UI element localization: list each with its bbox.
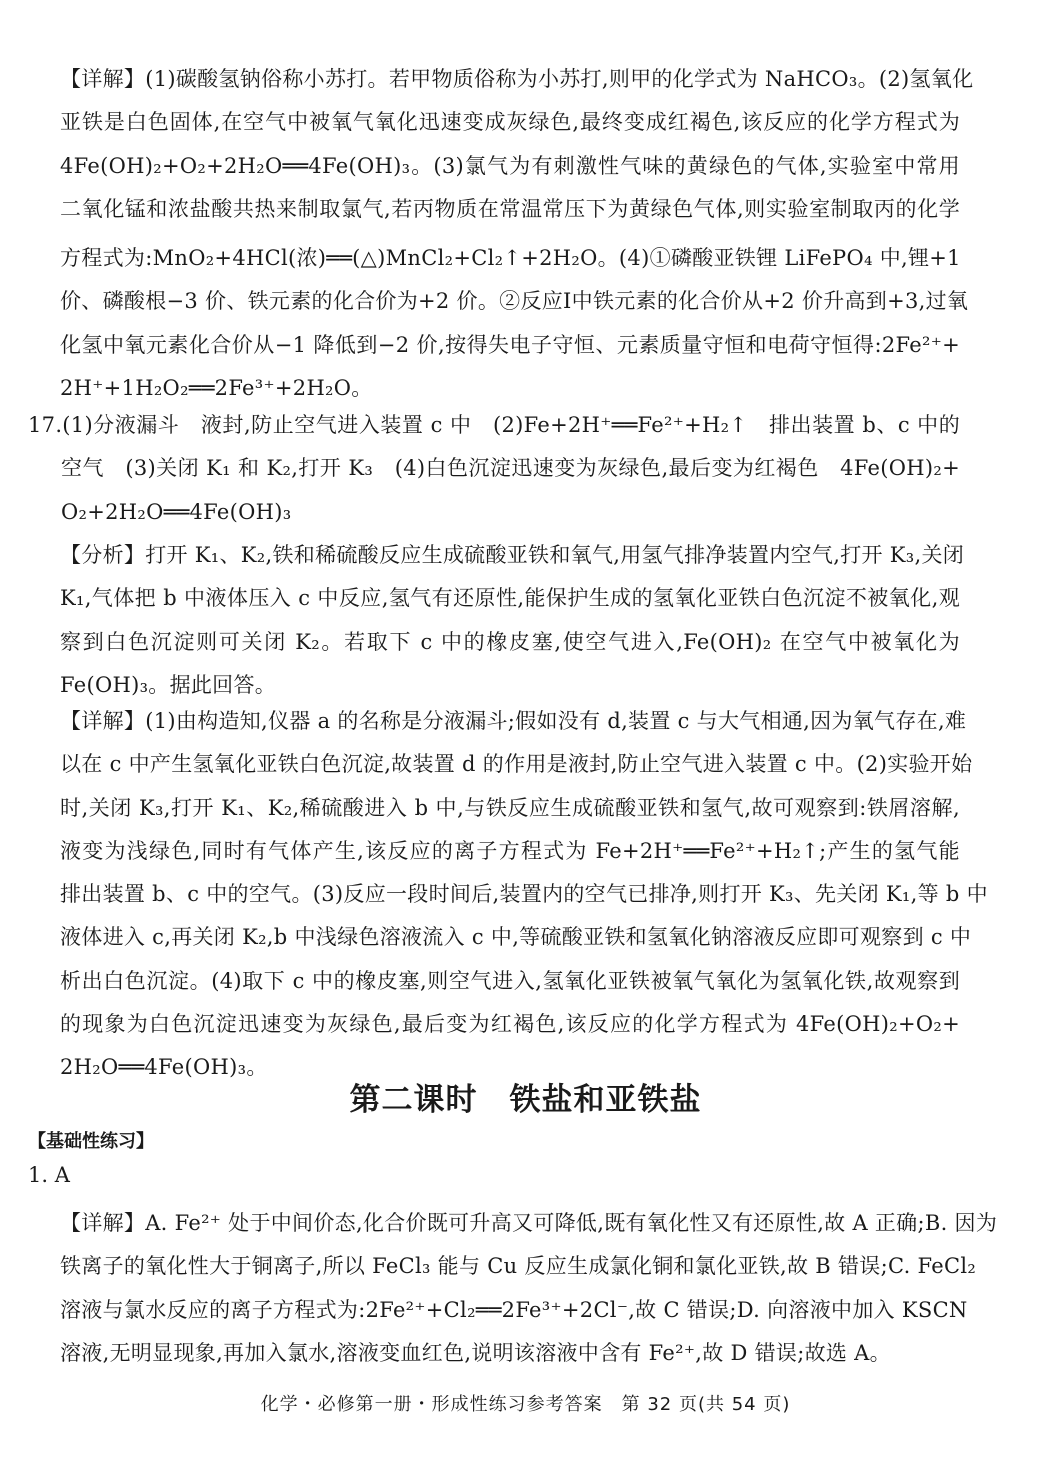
text-line: 铁离子的氧化性大于铜离子,所以 FeCl₃ 能与 Cu 反应生成氯化铜和氯化亚铁,故 B 错误;C. FeCl₂ <box>60 1254 977 1279</box>
text-line: Fe(OH)₃。据此回答。 <box>60 672 277 697</box>
explanation-block-2 <box>60 700 988 1090</box>
text-line: 析出白色沉淀。(4)取下 c 中的橡皮塞,则空气进入,氢氧化亚铁被氧气氧化为氢氧化铁,故观察到 <box>60 968 960 993</box>
page-footer: 化学・必修第一册・形成性练习参考答案 第 32 页(共 54 页) <box>260 1394 791 1415</box>
text-line: 时,关闭 K₃,打开 K₁、K₂,稀硫酸进入 b 中,与铁反应生成硫酸亚铁和氢气,故可观察到:铁屑溶解, <box>60 795 960 820</box>
text-line: 17.(1)分液漏斗 液封,防止空气进入装置 c 中 (2)Fe+2H⁺══Fe²⁺+H₂↑ 排出装置 b、c 中的 <box>28 413 960 437</box>
text-line: 溶液与氯水反应的离子方程式为:2Fe²⁺+Cl₂══2Fe³⁺+2Cl⁻,故 C 错误;D. 向溶液中加入 KSCN <box>60 1297 968 1322</box>
question-17-answer <box>28 404 960 534</box>
lesson-title: 第二课时 铁盐和亚铁盐 <box>349 1082 702 1118</box>
text-line: 化氢中氧元素化合价从−1 降低到−2 价,按得失电子守恒、元素质量守恒和电荷守恒得:2Fe²⁺+ <box>60 332 960 357</box>
text-line: 【详解】A. Fe²⁺ 处于中间价态,化合价既可升高又可降低,既有氧化性又有还原性,故 A 正确;B. 因为 <box>60 1211 998 1235</box>
text-line: 液变为浅绿色,同时有气体产生,该反应的离子方程式为 Fe+2H⁺══Fe²⁺+H₂↑;产生的氢气能 <box>60 838 960 863</box>
text-line: 方程式为:MnO₂+4HCl(浓)══(△)MnCl₂+Cl₂↑+2H₂O。(4)①磷酸亚铁锂 LiFePO₄ 中,锂+1 <box>60 246 961 271</box>
text-line: 亚铁是白色固体,在空气中被氧气氧化迅速变成灰绿色,最终变成红褐色,该反应的化学方程式为 <box>60 110 960 135</box>
text-line: 【详解】(1)碳酸氢钠俗称小苏打。若甲物质俗称为小苏打,则甲的化学式为 NaHCO₃。(2)氢氧化 <box>60 67 974 91</box>
text-line: 空气 (3)关闭 K₁ 和 K₂,打开 K₃ (4)白色沉淀迅速变为灰绿色,最后变为红褐色 4Fe(OH)₂+ <box>61 456 960 481</box>
text-line: 液体进入 c,再关闭 K₂,b 中浅绿色溶液流入 c 中,等硫酸亚铁和氢氧化钠溶液反应即可观察到 c 中 <box>60 925 972 950</box>
explanation-block-3 <box>60 1202 998 1375</box>
text-line: 2H₂O══4Fe(OH)₃。 <box>60 1055 268 1080</box>
text-line: 排出装置 b、c 中的空气。(3)反应一段时间后,装置内的空气已排净,则打开 K₃、先关闭 K₁,等 b 中 <box>60 882 988 907</box>
text-line: 二氧化锰和浓盐酸共热来制取氯气,若丙物质在常温常压下为黄绿色气体,则实验室制取丙的化学 <box>60 196 960 221</box>
analysis-block <box>60 534 965 707</box>
answer-1: 1. A <box>28 1163 70 1187</box>
text-line: 价、磷酸根−3 价、铁元素的化合价为+2 价。②反应Ⅰ中铁元素的化合价从+2 价升高到+3,过氧 <box>60 289 969 314</box>
text-line: 4Fe(OH)₂+O₂+2H₂O══4Fe(OH)₃。(3)氯气为有刺激性气味的黄绿色的气体,实验室中常用 <box>60 153 960 178</box>
text-line: K₁,气体把 b 中液体压入 c 中反应,氢气有还原性,能保护生成的氢氧化亚铁白色沉淀不被氧化,观 <box>60 586 960 611</box>
text-line: 【详解】(1)由构造知,仪器 a 的名称是分液漏斗;假如没有 d,装置 c 与大气相通,因为氧气存在,难 <box>60 709 967 733</box>
text-line: 溶液,无明显现象,再加入氯水,溶液变血红色,说明该溶液中含有 Fe²⁺,故 D 错误;故选 A。 <box>60 1340 891 1365</box>
text-line: 【分析】打开 K₁、K₂,铁和稀硫酸反应生成硫酸亚铁和氧气,用氢气排净装置内空气,打开 K₃,关闭 <box>60 543 965 567</box>
text-line: 以在 c 中产生氢氧化亚铁白色沉淀,故装置 d 的作用是液封,防止空气进入装置 c 中。(2)实验开始 <box>60 752 973 777</box>
text-line: 2H⁺+1H₂O₂══2Fe³⁺+2H₂O。 <box>60 376 373 401</box>
text-line: 的现象为白色沉淀迅速变为灰绿色,最后变为红褐色,该反应的化学方程式为 4Fe(OH)₂+O₂+ <box>60 1012 960 1037</box>
section-heading: 【基础性练习】 <box>28 1131 154 1152</box>
text-line: 察到白色沉淀则可关闭 K₂。若取下 c 中的橡皮塞,使空气进入,Fe(OH)₂ 在空气中被氧化为 <box>60 629 960 654</box>
text-line: O₂+2H₂O══4Fe(OH)₃ <box>61 499 292 524</box>
explanation-block-1 <box>60 58 974 410</box>
